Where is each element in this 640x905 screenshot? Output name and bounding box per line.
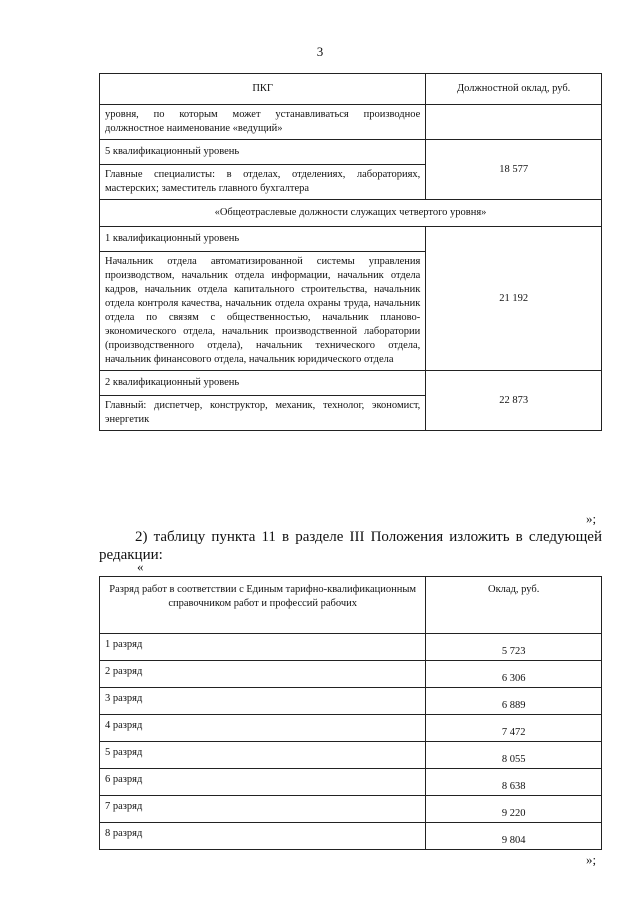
grade-label: 5 разряд [100, 742, 426, 769]
header-grade: Разряд работ в соответствии с Единым тарифно-квалификационным справочником работ и профессий рабочих [100, 577, 426, 634]
table-row [100, 823, 602, 850]
salary-value: 9 804 [426, 823, 602, 850]
grade-label: 7 разряд [100, 796, 426, 823]
worker-grade-salary-table [99, 576, 602, 850]
table-row [100, 371, 602, 396]
level-title: 1 квалификационный уровень [100, 227, 426, 252]
level-title: 5 квалификационный уровень [100, 140, 426, 165]
table-row [100, 769, 602, 796]
empty-cell [426, 105, 602, 140]
grade-label: 1 разряд [100, 634, 426, 661]
salary-value: 5 723 [426, 634, 602, 661]
header-pkg: ПКГ [100, 74, 426, 105]
salary-value: 8 055 [426, 742, 602, 769]
salary-value: 6 889 [426, 688, 602, 715]
table-row [100, 634, 602, 661]
grade-label: 2 разряд [100, 661, 426, 688]
group-title: «Общеотраслевые должности служащих четвертого уровня» [100, 200, 602, 227]
salary-value: 8 638 [426, 769, 602, 796]
salary-value: 7 472 [426, 715, 602, 742]
level-title: 2 квалификационный уровень [100, 371, 426, 396]
continuation-text: уровня, по которым может устанавливаться производное должностное наименование «ведущий» [100, 105, 426, 140]
positions-text: Главный: диспетчер, конструктор, механик, технолог, экономист, энергетик [100, 396, 426, 431]
grade-label: 8 разряд [100, 823, 426, 850]
salary-value: 21 192 [426, 227, 602, 371]
positions-text: Главные специалисты: в отделах, отделениях, лабораториях, мастерских; заместитель главного бухгалтера [100, 165, 426, 200]
header-salary: Должностной оклад, руб. [426, 74, 602, 105]
header-salary: Оклад, руб. [426, 577, 602, 634]
table-row [100, 742, 602, 769]
table-row [100, 661, 602, 688]
opening-quote-mark: « [137, 559, 144, 574]
table-row [100, 200, 602, 227]
grade-label: 3 разряд [100, 688, 426, 715]
salary-value: 6 306 [426, 661, 602, 688]
grade-label: 6 разряд [100, 769, 426, 796]
table-header-row [100, 74, 602, 105]
amendment-paragraph: 2) таблицу пункта 11 в разделе III Положения изложить в следующей редакции: [99, 529, 602, 563]
page-number: 3 [316, 44, 324, 59]
salary-value: 22 873 [426, 371, 602, 431]
closing-quote-mark: »; [586, 511, 597, 526]
grade-label: 4 разряд [100, 715, 426, 742]
table-row [100, 715, 602, 742]
position-salary-table [99, 73, 602, 431]
table-header-row [100, 577, 602, 634]
closing-quote-mark: »; [586, 852, 597, 867]
table-body [100, 634, 602, 850]
salary-value: 18 577 [426, 140, 602, 200]
table-row [100, 140, 602, 165]
table-row [100, 796, 602, 823]
positions-text: Начальник отдела автоматизированной системы управления производством, начальник отдела информации, начальник отдела кадров, начальник отдела капитального строительства, начальник отдела контроля качества, начальник отдела охраны труда, начальник отдела по связям с общественностью, начальник планово-экономического отдела, начальник производственной лаборатории (производственного отдела), начальник технического отдела, начальник финансового отдела, начальник юридического отдела [100, 252, 426, 371]
table-row [100, 688, 602, 715]
table-row [100, 105, 602, 140]
table-row [100, 227, 602, 252]
salary-value: 9 220 [426, 796, 602, 823]
